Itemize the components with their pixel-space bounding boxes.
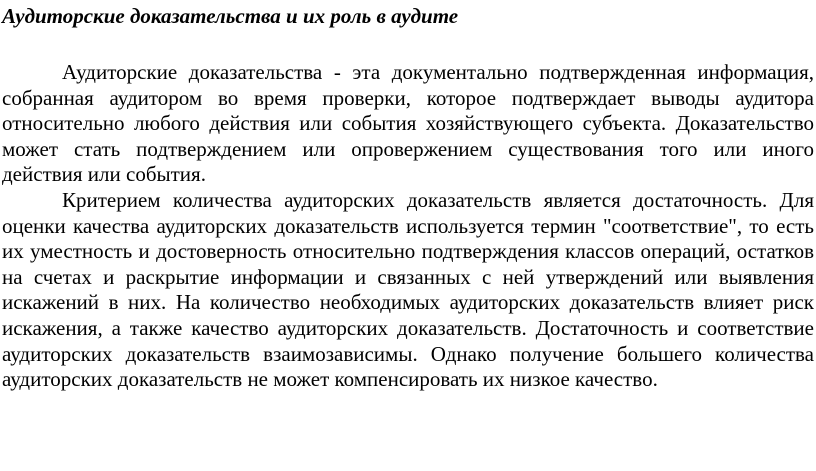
paragraph-audit-evidence-definition: Аудиторские доказательства - эта документально подтвержденная информация, собранная аудитором во время проверки, которое подтверждает выводы аудитора относительно любого действия или события хозяйствующего субъекта. Доказательство может стать подтверждением или опровержением существования того или иного действия или события. [2, 60, 814, 187]
paragraph-sufficiency-and-appropriateness: Критерием количества аудиторских доказательств является достаточность. Для оценки качества аудиторских доказательств используется термин "соответствие", то есть их уместность и достоверность относительно подтверждения классов операций, остатков на счетах и раскрытие информации и связанных с ней утверждений или выявления искажений в них. На количество необходимых аудиторских доказательств влияет риск искажения, а также качество аудиторских доказательств. Достаточность и соответствие аудиторских доказательств взаимозависимы. Однако получение большего количества аудиторских доказательств не может компенсировать их низкое качество. [2, 187, 814, 392]
document-title: Аудиторские доказательства и их роль в аудите [2, 4, 459, 28]
